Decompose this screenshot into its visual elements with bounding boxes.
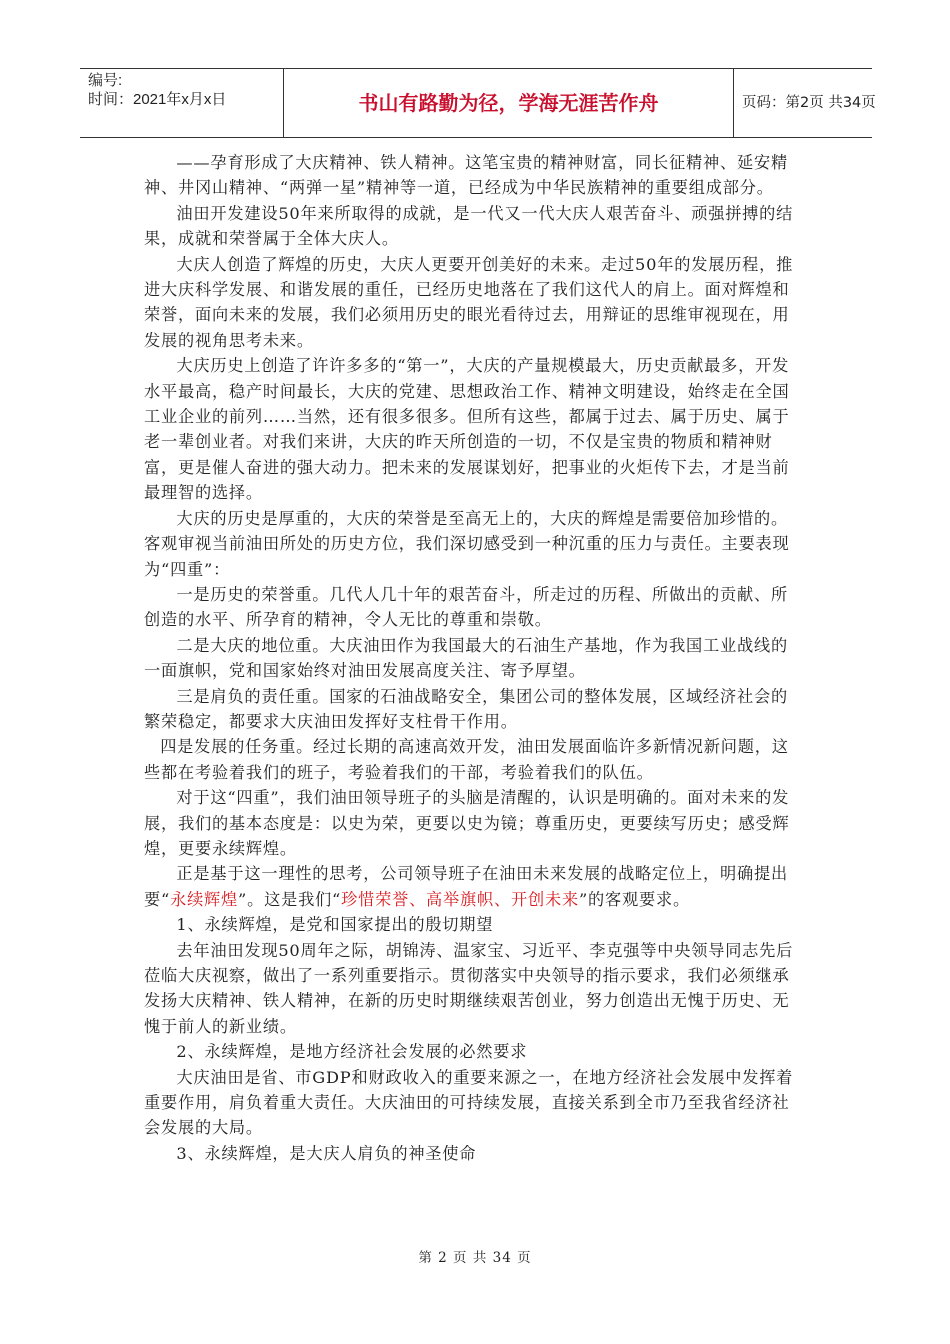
paragraph: 一是历史的荣誉重。几代人几十年的艰苦奋斗，所走过的历程、所做出的贡献、所创造的水平、所孕育的精神，令人无比的尊重和崇敬。 — [144, 584, 788, 630]
paragraph: 二是大庆的地位重。大庆油田作为我国最大的石油生产基地，作为我国工业战线的一面旗帜，党和国家始终对油田发展高度关注、寄予厚望。 — [144, 635, 788, 681]
page-footer: 第 2 页 共 34 页 — [418, 1250, 532, 1266]
paragraph: 大庆历史上创造了许许多多的“第一”，大庆的产量规模最大，历史贡献最多，开发水平最高，稳产时间最长，大庆的党建、思想政治工作、精神文明建设，始终走在全国工业企业的前列……当然，还有很多很多。但所有这些，都属于过去、属于历史、属于老一辈创业者。对我们来讲，大庆的昨天所创造的一切，不仅是宝贵的物质和精神财富，更是催人奋进的强大动力。把未来的发展谋划好，把事业的火炬传下去，才是当前最理智的选择。 — [144, 356, 790, 503]
highlight-phrase: 永续辉煌 — [170, 889, 239, 909]
section-heading: 1、永续辉煌，是党和国家提出的殷切期望 — [176, 915, 494, 935]
paragraph: 大庆油田是省、市GDP和财政收入的重要来源之一，在地方经济社会发展中发挥着重要作用，肩负着重大责任。大庆油田的可持续发展，直接关系到全市乃至我省经济社会发展的大局。 — [144, 1067, 794, 1138]
paragraph: 对于这“四重”，我们油田领导班子的头脑是清醒的，认识是明确的。面对未来的发展，我们的基本态度是：以史为荣，更要以史为镜；尊重历史，更要续写历史；感受辉煌，更要永续辉煌。 — [144, 788, 790, 858]
paragraph: 油田开发建设50年来所取得的成就，是一代又一代大庆人艰苦奋斗、顽强拼搏的结果，成就和荣誉属于全体大庆人。 — [144, 203, 794, 249]
highlight-phrase: 珍惜荣誉、高举旗帜、开创未来 — [341, 889, 579, 909]
paragraph-text: ”。这是我们“ — [238, 889, 342, 909]
paragraph: 四是发展的任务重。经过长期的高速高效开发，油田发展面临许多新情况新问题，这些都在考验着我们的班子，考验着我们的干部，考验着我们的队伍。 — [144, 737, 789, 782]
serial-number-label: 编号: — [88, 72, 123, 89]
header-page-code: 页码：第2页 共34页 — [742, 95, 876, 111]
paragraph: ——孕育形成了大庆精神、铁人精神。这笔宝贵的精神财富，同长征精神、延安精神、井冈山精神、“两弹一星”精神等一道，已经成为中华民族精神的重要组成部分。 — [144, 153, 788, 198]
section-heading: 2、永续辉煌，是地方经济社会发展的必然要求 — [176, 1042, 528, 1062]
paragraph-text: ”的客观要求。 — [578, 889, 690, 909]
paragraph: 大庆人创造了辉煌的历史，大庆人更要开创美好的未来。走过50年的发展历程，推进大庆科学发展、和谐发展的重任，已经历史地落在了我们这代人的肩上。面对辉煌和荣誉，面向未来的发展，我们必须用历史的眼光看待过去，用辩证的思维审视现在，用发展的视角思考未来。 — [144, 254, 794, 350]
document-body — [144, 150, 804, 1166]
paragraph-text: 正是基于这一理性的思考，公司领导班子在油田未来发展的战略定位上，明确提出要“ — [144, 864, 788, 909]
paragraph: 三是肩负的责任重。国家的石油战略安全，集团公司的整体发展，区域经济社会的繁荣稳定，都要求大庆油田发挥好支柱骨干作用。 — [144, 686, 788, 731]
section-heading: 3、永续辉煌，是大庆人肩负的神圣使命 — [176, 1143, 477, 1163]
date-label: 时间：2021年x月x日 — [88, 91, 227, 108]
header-meta-cell — [80, 69, 284, 137]
page-header — [80, 68, 876, 138]
paragraph: 大庆的历史是厚重的，大庆的荣誉是至高无上的，大庆的辉煌是需要倍加珍惜的。客观审视当前油田所处的历史方位，我们深切感受到一种沉重的压力与责任。主要表现为“四重”： — [144, 508, 790, 579]
header-motto: 书山有路勤为径，学海无涯苦作舟 — [284, 69, 734, 137]
paragraph-with-highlights — [144, 861, 804, 912]
paragraph: 去年油田发现50周年之际，胡锦涛、温家宝、习近平、李克强等中央领导同志先后莅临大庆视察，做出了一系列重要指示。贯彻落实中央领导的指示要求，我们必须继承发扬大庆精神、铁人精神，在新的历史时期继续艰苦创业，努力创造出无愧于历史、无愧于前人的新业绩。 — [144, 940, 794, 1036]
